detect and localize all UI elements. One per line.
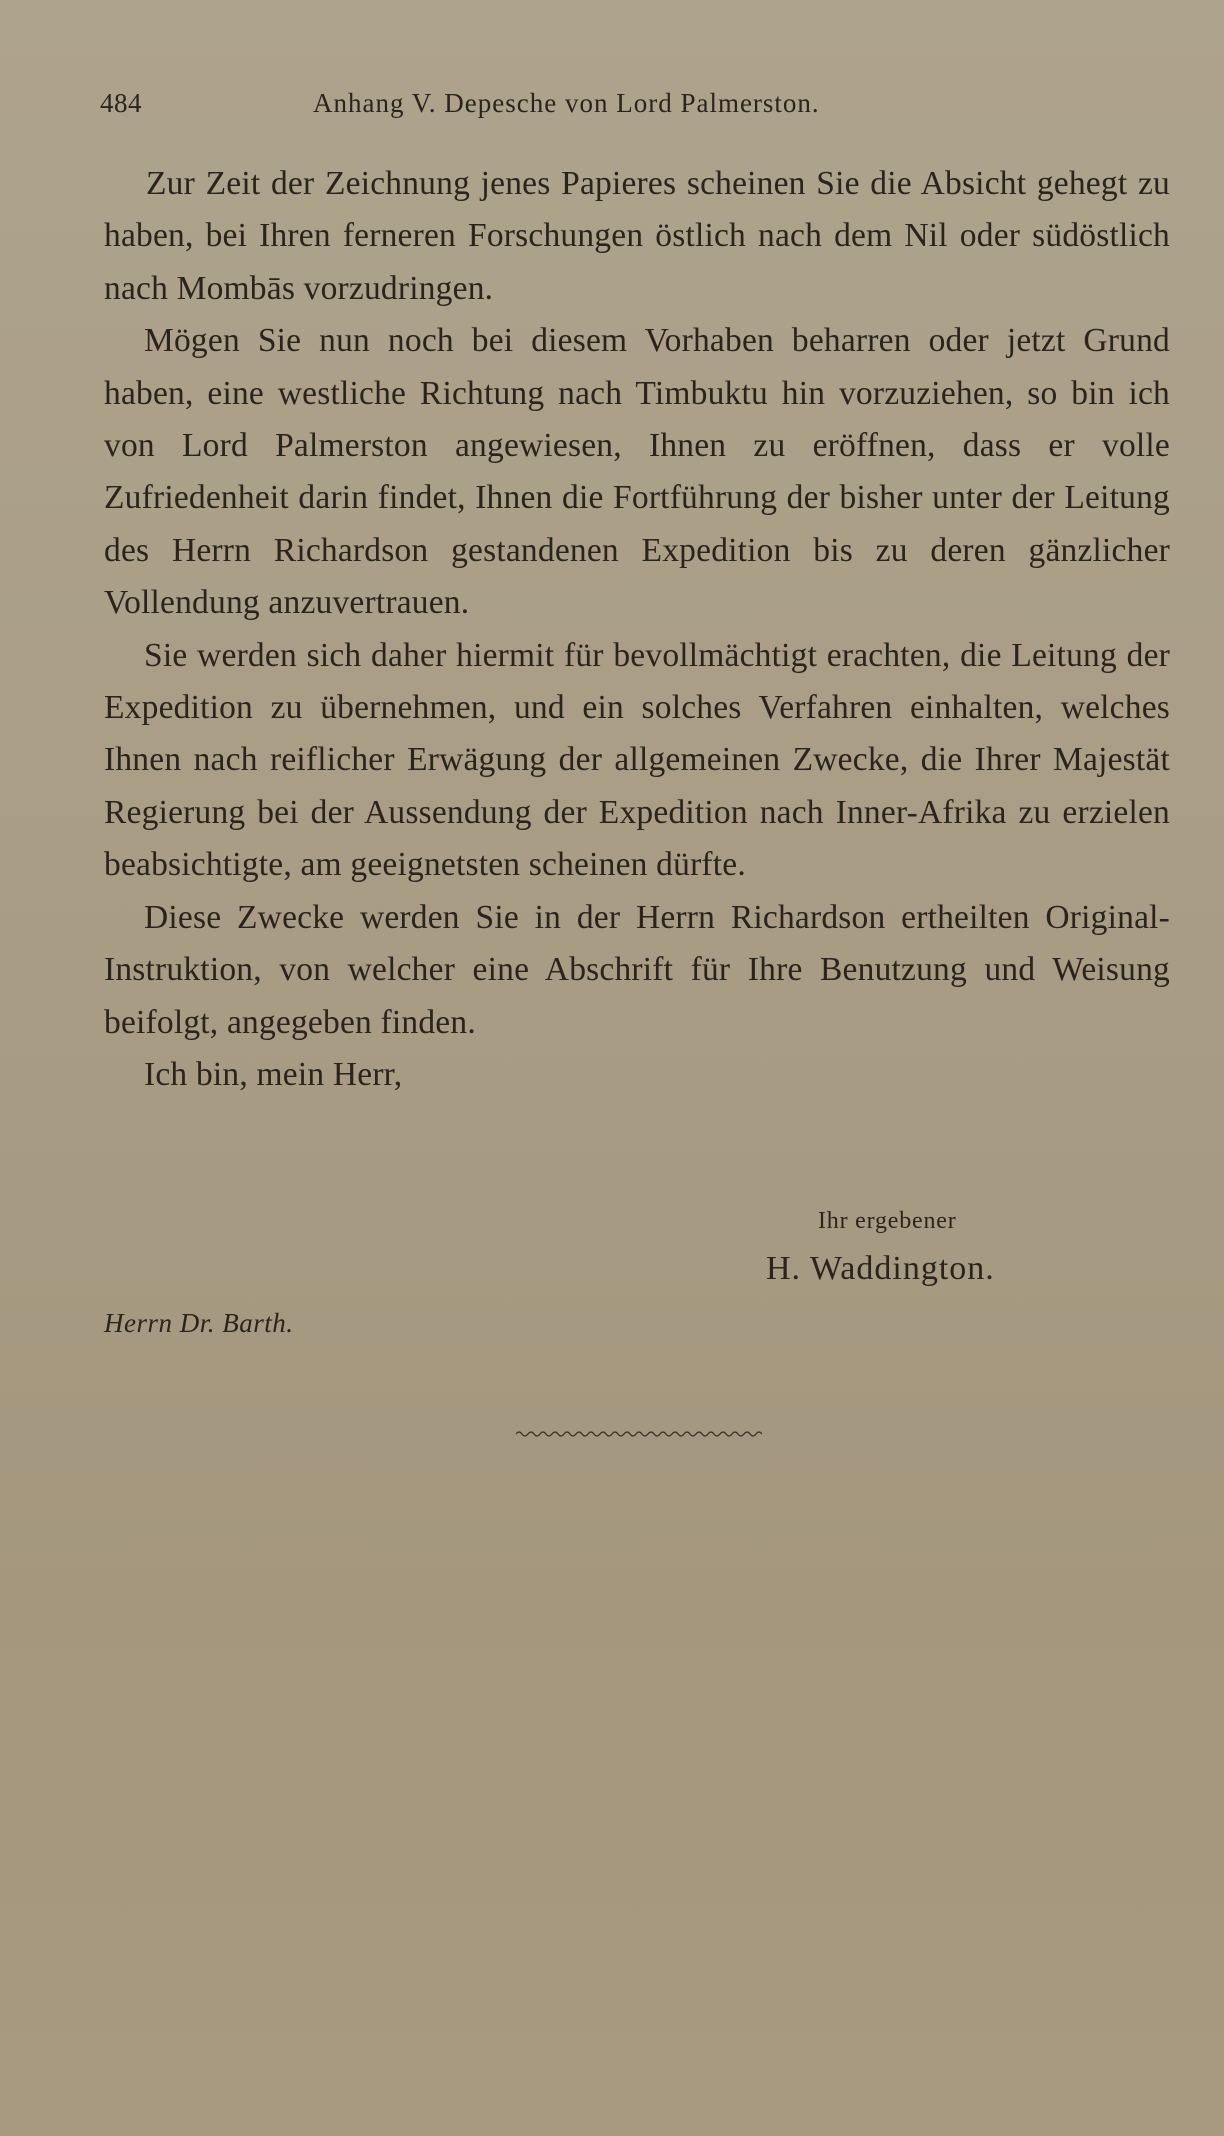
signature-name: H. Waddington. (766, 1250, 995, 1287)
letter-body (104, 158, 1170, 1101)
running-title: Anhang V. Depesche von Lord Palmerston. (313, 88, 820, 118)
addressee: Herrn Dr. Barth. (104, 1308, 294, 1338)
page-number: 484 (100, 88, 142, 118)
paragraph-4: Diese Zwecke werden Sie in der Herrn Richardson ertheilten Original-Instruktion, von welcher eine Abschrift für Ihre Benutzung und Weisung beifolgt, angegeben finden. (104, 898, 1170, 1041)
running-header (100, 88, 980, 128)
end-ornament-wavy-line (516, 1428, 762, 1440)
paragraph-2: Mögen Sie nun noch bei diesem Vorhaben beharren oder jetzt Grund haben, eine westliche Richtung nach Timbuktu hin vorzuziehen, so bin ich von Lord Palmerston angewiesen, Ihnen zu eröffnen, dass er volle Zufriedenheit darin findet, Ihnen die Fortführung der bisher unter der Leitung des Herrn Richardson gestandenen Expedition bis zu deren gänzlicher Vollendung anzuvertrauen. (104, 322, 1170, 622)
closing-line: Ich bin, mein Herr, (144, 1055, 403, 1093)
paragraph-1: Zur Zeit der Zeichnung jenes Papieres scheinen Sie die Absicht gehegt zu haben, bei Ihren ferneren Forschungen östlich nach dem Nil oder südöstlich nach Mombās vorzudringen. (104, 165, 1170, 307)
signature-label: Ihr ergebener (818, 1208, 957, 1234)
paragraph-3: Sie werden sich daher hiermit für bevollmächtigt erachten, die Leitung der Expedition zu übernehmen, und ein solches Verfahren einhalten, welches Ihnen nach reiflicher Erwägung der allgemeinen Zwecke, die Ihrer Majestät Regierung bei der Aussendung der Expedition nach Inner-Afrika zu erzielen beabsichtigte, am geeignetsten scheinen dürfte. (104, 636, 1170, 884)
